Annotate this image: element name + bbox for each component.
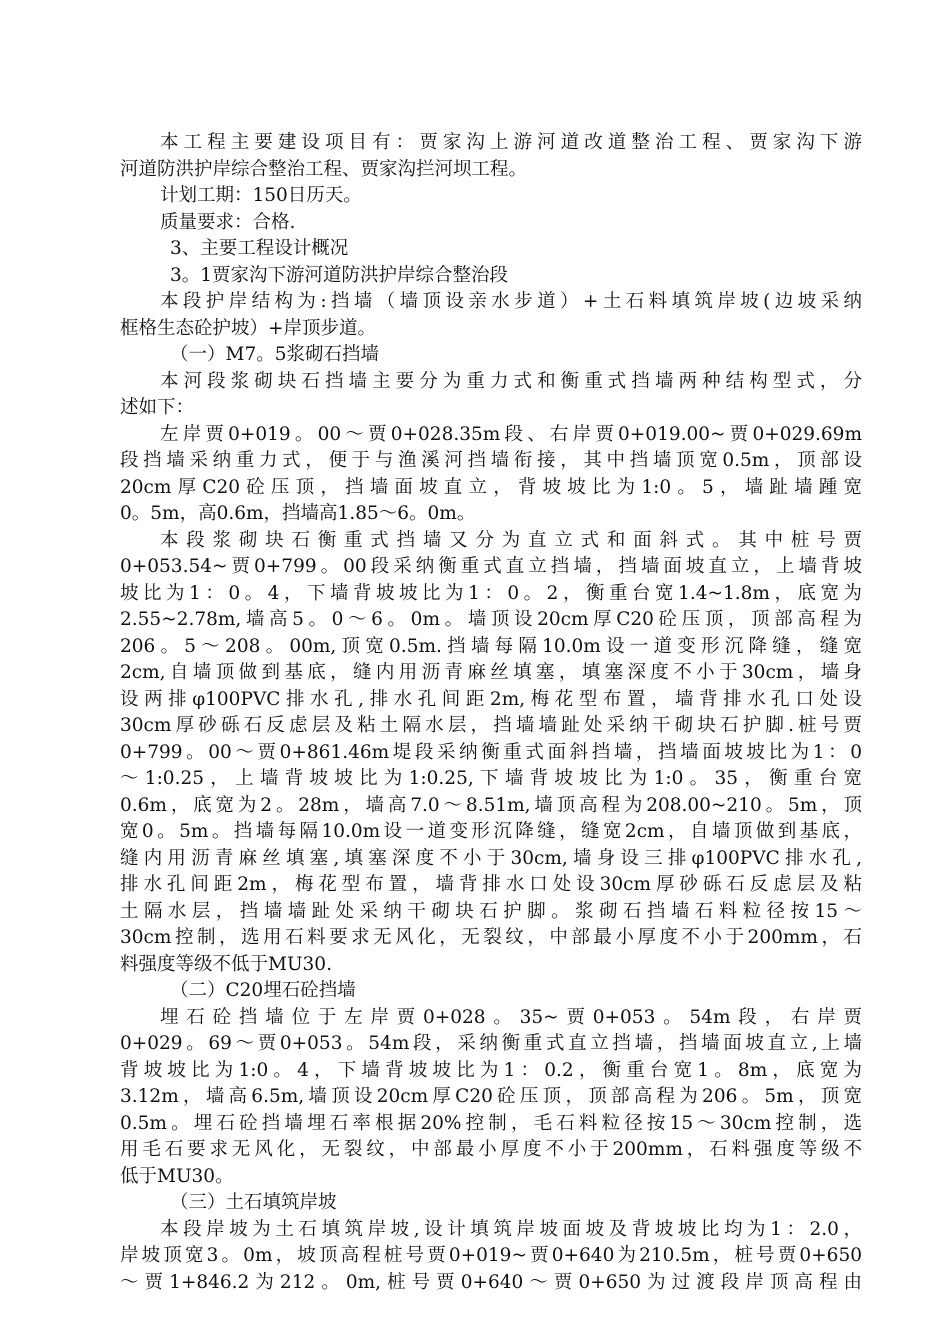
text-line: 本段岸坡为土石填筑岸坡,设计填筑岸坡面坡及背坡坡比均为1：2.0， <box>160 1218 862 1240</box>
text-line: 20cm厚C20砼压顶，挡墙面坡直立，背坡坡比为1:0。5，墙趾墙踵宽 <box>120 476 862 498</box>
text-line: 缝内用沥青麻丝填塞,填塞深度不小于30cm,墙身设三排φ100PVC排水孔, <box>120 847 862 869</box>
text-line: 本段护岸结构为:挡墙（墙顶设亲水步道）+土石料填筑岸坡(边坡采纳 <box>160 291 862 312</box>
text-line: 0+029。69～贾0+053。54m段，采纳衡重式直立挡墙，挡墙面坡直立,上墙 <box>120 1033 862 1054</box>
text-line: 0+053.54~贾0+799。00段采纳衡重式直立挡墙，挡墙面坡直立，上墙背坡 <box>120 556 862 577</box>
text-line: 本段浆砌块石衡重式挡墙又分为直立式和面斜式。其中桩号贾 <box>160 529 862 551</box>
text-line: （三）土石填筑岸坡 <box>170 1192 337 1213</box>
text-line: 3。1贾家沟下游河道防洪护岸综合整治段 <box>170 264 509 286</box>
text-line: （一）M7。5浆砌石挡墙 <box>170 344 379 365</box>
text-line: 背坡坡比为1:0。4，下墙背坡坡比为1：0.2，衡重台宽1。8m，底宽为 <box>120 1059 862 1081</box>
text-line: 埋石砼挡墙位于左岸贾0+028。35~贾0+053。54m段，右岸贾 <box>160 1006 862 1028</box>
document-body <box>120 130 862 1296</box>
text-line: 计划工期：150日历天。 <box>160 185 362 206</box>
text-line: 30cm厚砂砾石反虑层及粘土隔水层，挡墙墙趾处采纳干砌块石护脚.桩号贾 <box>120 715 862 736</box>
text-line: 30cm控制，选用石料要求无风化，无裂纹，中部最小厚度不小于200mm，石 <box>120 927 862 948</box>
text-line: 本河段浆砌块石挡墙主要分为重力式和衡重式挡墙两种结构型式，分 <box>160 370 862 392</box>
text-line: 排水孔间距2m，梅花型布置，墙背排水口处设30cm厚砂砾石反虑层及粘 <box>120 874 862 895</box>
text-line: 述如下： <box>120 397 195 418</box>
text-line: 2cm,自墙顶做到基底，缝内用沥青麻丝填塞，填塞深度不小于30cm，墙身 <box>120 662 862 683</box>
text-line: 3.12m，墙高6.5m,墙顶设20cm厚C20砼压顶，顶部高程为206。5m，顶宽 <box>120 1086 862 1107</box>
text-line: 左岸贾0+019。00～贾0+028.35m段、右岸贾0+019.00~贾0+029.69m <box>160 423 862 445</box>
text-line: 低于MU30。 <box>120 1165 234 1187</box>
text-line: 河道防洪护岸综合整治工程、贾家沟拦河坝工程。 <box>120 158 528 180</box>
text-line: 206。5～208。00m,顶宽0.5m.挡墙每隔10.0m设一道变形沉降缝，缝宽 <box>120 635 862 657</box>
text-line: 0.5m。埋石砼挡墙埋石率根据20%控制，毛石料粒径按15～30cm控制，选 <box>120 1112 862 1134</box>
text-line: 料强度等级不低于MU30. <box>120 953 332 975</box>
text-line: 段挡墙采纳重力式，便于与渔溪河挡墙衔接，其中挡墙顶宽0.5m，顶部设 <box>120 450 862 471</box>
text-line: （二）C20埋石砼挡墙 <box>170 980 356 1001</box>
text-line: 框格生态砼护坡）+岸顶步道。 <box>120 317 377 339</box>
text-line: ～贾1+846.2为212。0m,桩号贾0+640～贾0+650为过渡段岸顶高程由 <box>120 1271 862 1293</box>
text-line: ～1:0.25，上墙背坡坡比为1:0.25,下墙背坡坡比为1:0。35，衡重台宽 <box>120 768 862 789</box>
text-line: 0+799。00～贾0+861.46m堤段采纳衡重式面斜挡墙，挡墙面坡坡比为1：0 <box>120 741 862 763</box>
text-line: 3、主要工程设计概况 <box>170 238 349 259</box>
text-line: 岸坡顶宽3。0m，坡顶高程桩号贾0+019~贾0+640为210.5m，桩号贾0+650 <box>120 1245 862 1266</box>
text-line: 2.55~2.78m,墙高5。0～6。0m。墙顶设20cm厚C20砼压顶，顶部高程为 <box>120 609 862 630</box>
text-line: 宽0。5m。挡墙每隔10.0m设一道变形沉降缝，缝宽2cm，自墙顶做到基底， <box>120 821 862 842</box>
text-line: 坡比为1：0。4，下墙背坡坡比为1：0。2，衡重台宽1.4~1.8m，底宽为 <box>120 582 862 604</box>
text-line: 用毛石要求无风化，无裂纹，中部最小厚度不小于200mm，石料强度等级不 <box>120 1139 862 1160</box>
text-line: 质量要求：合格. <box>160 211 296 233</box>
text-line: 本工程主要建设项目有：贾家沟上游河道改道整治工程、贾家沟下游 <box>160 132 862 153</box>
text-line: 0.6m，底宽为2。28m，墙高7.0～8.51m,墙顶高程为208.00~210。5m，顶 <box>120 794 862 816</box>
text-line: 设两排φ100PVC排水孔,排水孔间距2m,梅花型布置，墙背排水孔口处设 <box>120 688 862 710</box>
text-line: 0。5m，高0.6m，挡墙高1.85～6。0m。 <box>120 503 476 524</box>
text-line: 土隔水层，挡墙墙趾处采纳干砌块石护脚。浆砌石挡墙石料粒径按15～ <box>120 900 862 922</box>
